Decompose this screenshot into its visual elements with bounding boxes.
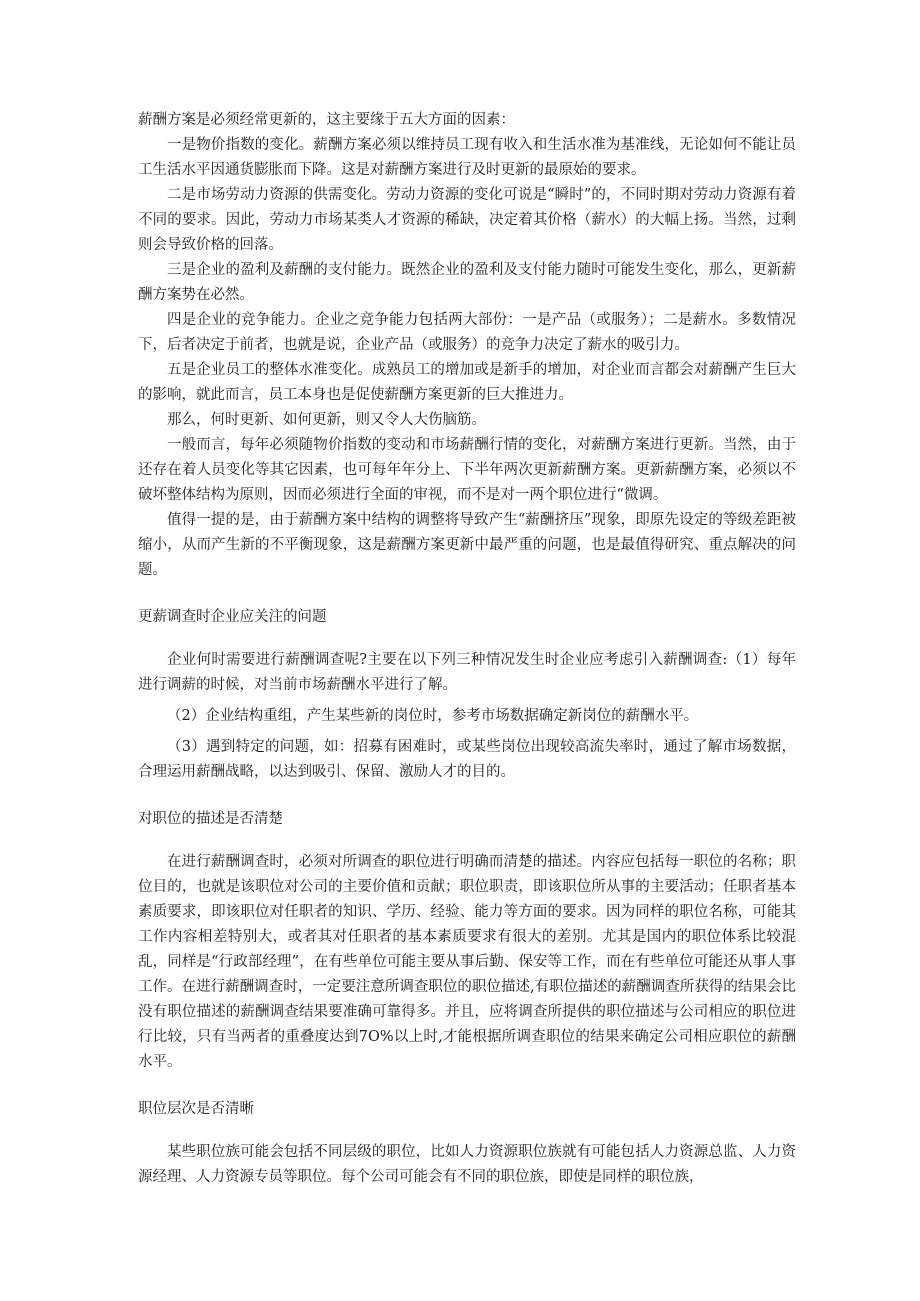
section2-paragraph-2: （2）企业结构重组，产生某些新的岗位时，参考市场数据确定新岗位的薪酬水平。 — [167, 708, 699, 724]
section1-paragraph-2: 二是市场劳动力资源的供需变化。劳动力资源的变化可说是“瞬时”的，不同时期对劳动力资源有着不同的要求。因此，劳动力市场某类人才资源的稀缺，决定着其价格（薪水）的大幅上扬。当然，过剩则会导致价格的回落。 — [138, 187, 796, 253]
section4-heading: 职位层次是否清晰 — [138, 1101, 254, 1117]
section3-paragraph-1: 在进行薪酬调查时，必须对所调查的职位进行明确而清楚的描述。内容应包括每一职位的名称；职位目的，也就是该职位对公司的主要价值和贡献；职位职责，即该职位所从事的主要活动；任职者基本素质要求，即该职位对任职者的知识、学历、经验、能力等方面的要求。因为同样的职位名称，可能其工作内容相差特别大，或者其对任职者的基本素质要求有很大的差别。尤其是国内的职位体系比较混乱，同样是“行政部经理”，在有些单位可能主要从事后勤、保安等工作，而在有些单位可能还从事人事工作。在进行薪酬调查时，一定要注意所调查职位的职位描述,有职位描述的薪酬调查所获得的结果会比没有职位描述的薪酬调查结果要准确可靠得多。并且，应将调查所提供的职位描述与公司相应的职位进行比较，只有当两者的重叠度达到7O%以上时,才能根据所调查职位的结果来确定公司相应职位的薪酬水平。 — [138, 854, 796, 1070]
section1-paragraph-5: 五是企业员工的整体水准变化。成熟员工的增加或是新手的增加，对企业而言都会对薪酬产生巨大的影响，就此而言，员工本身也是促使薪酬方案更新的巨大推进力。 — [138, 362, 796, 403]
section1-paragraph-6: 那么，何时更新、如何更新，则又令人大伤脑筋。 — [167, 412, 486, 428]
document-page — [138, 108, 796, 1190]
section1-paragraph-4: 四是企业的竞争能力。企业之竞争能力包括两大部份：一是产品（或服务）；二是薪水。多数情况下，后者决定于前者，也就是说，企业产品（或服务）的竞争力决定了薪水的吸引力。 — [138, 312, 796, 353]
section1-paragraph-3: 三是企业的盈利及薪酬的支付能力。既然企业的盈利及支付能力随时可能发生变化，那么，更新薪酬方案势在必然。 — [138, 262, 796, 303]
section2-heading: 更薪调查时企业应关注的问题 — [138, 609, 327, 625]
section3-heading: 对职位的描述是否清楚 — [138, 811, 283, 827]
section1-intro: 薪酬方案是必须经常更新的，这主要缘于五大方面的因素： — [138, 112, 515, 128]
section1-paragraph-7: 一般而言，每年必须随物价指数的变动和市场薪酬行情的变化，对薪酬方案进行更新。当然，由于还存在着人员变化等其它因素，也可每年年分上、下半年两次更新薪酬方案。更新薪酬方案，必须以不破坏整体结构为原则，因而必须进行全面的审视，而不是对一两个职位进行“微调。 — [138, 437, 796, 503]
section1-paragraph-8: 值得一提的是，由于薪酬方案中结构的调整将导致产生“薪酬挤压”现象，即原先设定的等级差距被缩小，从而产生新的不平衡现象，这是薪酬方案更新中最严重的问题，也是最值得研究、重点解决的问题。 — [138, 512, 796, 578]
section1-paragraph-1: 一是物价指数的变化。薪酬方案必须以维持员工现有收入和生活水准为基准线，无论如何不能让员工生活水平因通货膨胀而下降。这是对薪酬方案进行及时更新的最原始的要求。 — [138, 137, 796, 178]
section4-paragraph-1: 某些职位族可能会包括不同层级的职位，比如人力资源职位族就有可能包括人力资源总监、人力资源经理、人力资源专员等职位。每个公司可能会有不同的职位族，即使是同样的职位族， — [138, 1144, 796, 1185]
section2-paragraph-1: 企业何时需要进行薪酬调查呢?主要在以下列三种情况发生时企业应考虑引入薪酬调查:（1）每年进行调薪的时候，对当前市场薪酬水平进行了解。 — [138, 652, 796, 693]
section2-paragraph-3: （3）遇到特定的问题，如：招募有困难时，或某些岗位出现较高流失率时，通过了解市场数据，合理运用薪酬战略，以达到吸引、保留、激励人才的目的。 — [138, 739, 796, 780]
